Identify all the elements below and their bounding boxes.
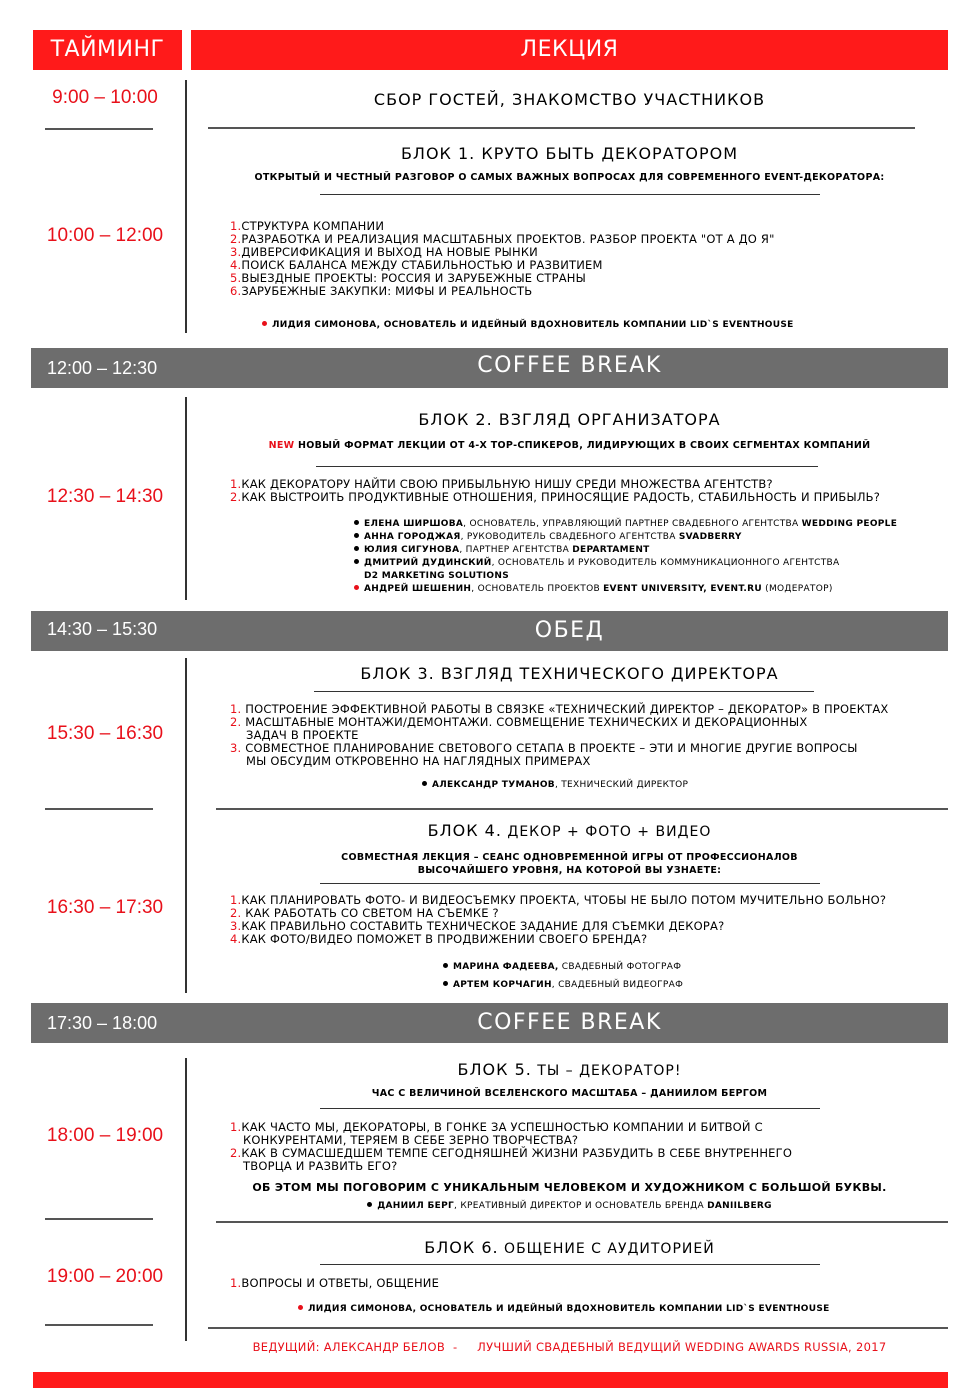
break3-time: 17:30 – 18:00 [47,1013,158,1033]
block4-time: 16:30 – 17:30 [46,897,164,918]
divider [320,194,820,195]
divider-vertical [185,658,187,993]
list-item: 2. КАК РАБОТАТЬ СО СВЕТОМ НА СЪЕМКЕ ? [230,906,499,920]
speaker-item: ЕЛЕНА ШИРШОВА, ОСНОВАТЕЛЬ, УПРАВЛЯЮЩИЙ ПАРТНЕР СВАДЕБНОГО АГЕНТСТВА WEDDING PEOPLE [354,518,954,531]
speaker-item: ЮЛИЯ СИГУНОВА, ПАРТНЕР АГЕНТСТВА DEPARTAMENT [354,544,954,557]
list-item: КОНКУРЕНТАМИ, ТЕРЯЕМ В СЕБЕ ЗЕРНО ТВОРЧЕСТВА? [243,1133,579,1147]
list-item: 5.ВЫЕЗДНЫЕ ПРОЕКТЫ: РОССИЯ И ЗАРУБЕЖНЫЕ СТРАНЫ [230,271,586,285]
block5-title: БЛОК 5. ТЫ – ДЕКОРАТОР! [457,1060,682,1079]
block5-speaker: ДАНИИЛ БЕРГ, КРЕАТИВНЫЙ ДИРЕКТОР И ОСНОВАТЕЛЬ БРЕНДА DANIILBERG [191,1200,948,1213]
block2-title: БЛОК 2. ВЗГЛЯД ОРГАНИЗАТОРА [418,410,721,429]
speaker-item: ДМИТРИЙ ДУДИНСКИЙ, ОСНОВАТЕЛЬ И РУКОВОДИТЕЛЬ КОММУНИКАЦИОННОГО АГЕНТСТВА D2 MARKETING SOLUTIONS [354,557,954,583]
list-item: ТВОРЦА И РАЗВИТЬ ЕГО? [243,1159,398,1173]
divider-vertical [185,80,187,333]
block4-list [230,894,950,946]
list-item: ЗАДАЧ В ПРОЕКТЕ [246,728,359,742]
block1-title: БЛОК 1. КРУТО БЫТЬ ДЕКОРАТОРОМ [400,144,739,163]
bullet-icon [422,781,427,786]
divider-vertical [185,397,187,600]
block3-time: 15:30 – 16:30 [46,723,164,744]
timing-header: ТАЙМИНГ [33,30,182,70]
speaker-item: МАРИНА ФАДЕЕВА, СВАДЕБНЫЙ ФОТОГРАФ [443,958,843,976]
divider [208,1327,948,1329]
list-item: 3.КАК ПРАВИЛЬНО СОСТАВИТЬ ТЕХНИЧЕСКОЕ ЗАДАНИЕ ДЛЯ СЪЕМКИ ДЕКОРА? [230,919,725,933]
block2-subtitle: NEW НОВЫЙ ФОРМАТ ЛЕКЦИИ ОТ 4-Х ТОР-СПИКЕРОВ, ЛИДИРУЮЩИХ В СВОИХ СЕГМЕНТАХ КОМПАНИЙ [268,440,871,451]
divider [45,128,153,130]
block3-list [230,703,950,768]
footer-bar [33,1372,948,1388]
speaker-item: АРТЕМ КОРЧАГИН, СВАДЕБНЫЙ ВИДЕОГРАФ [443,976,843,994]
block3-speaker: АЛЕКСАНДР ТУМАНОВ, ТЕХНИЧЕСКИЙ ДИРЕКТОР [422,779,822,792]
break1-time: 12:00 – 12:30 [47,358,158,378]
block4-title: БЛОК 4. ДЕКОР + ФОТО + ВИДЕО [427,821,712,840]
lecture-header: ЛЕКЦИЯ [191,30,948,70]
divider [316,466,818,467]
list-item: 4.КАК ФОТО/ВИДЕО ПОМОЖЕТ В ПРОДВИЖЕНИИ СВОЕГО БРЕНДА? [230,932,648,946]
slot1-title: СБОР ГОСТЕЙ, ЗНАКОМСТВО УЧАСТНИКОВ [373,90,766,109]
break2-bar [31,611,948,651]
block1-speaker: ЛИДИЯ СИМОНОВА, ОСНОВАТЕЛЬ И ИДЕЙНЫЙ ВДОХНОВИТЕЛЬ КОМПАНИИ LID`S EVENTHOUSE [262,319,862,332]
block1-time: 10:00 – 12:00 [46,225,164,246]
list-item: 1.КАК ПЛАНИРОВАТЬ ФОТО- И ВИДЕОСЪЕМКУ ПРОЕКТА, ЧТОБЫ НЕ БЫЛО ПОТОМ МУЧИТЕЛЬНО БОЛЬНО? [230,893,887,907]
break3-title: COFFEE BREAK [477,1010,662,1035]
bullet-icon [367,1202,372,1207]
break2-time: 14:30 – 15:30 [47,619,158,639]
footer-host: ВЕДУЩИЙ: АЛЕКСАНДР БЕЛОВ - ЛУЧШИЙ СВАДЕБНЫЙ ВЕДУЩИЙ WEDDING AWARDS RUSSIA, 2017 [252,1340,887,1354]
divider [45,1218,153,1220]
divider [320,1108,820,1109]
block1-subtitle: ОТКРЫТЫЙ И ЧЕСТНЫЙ РАЗГОВОР О САМЫХ ВАЖНЫХ ВОПРОСАХ ДЛЯ СОВРЕМЕННОГО EVENT-ДЕКОРАТОРА: [254,172,885,183]
block6-list [230,1277,950,1290]
bullet-icon [262,321,267,326]
bullet-icon [443,963,448,968]
break1-title: COFFEE BREAK [477,353,662,378]
list-item: 3.ДИВЕРСИФИКАЦИЯ И ВЫХОД НА НОВЫЕ РЫНКИ [230,245,538,259]
divider [45,1324,153,1326]
list-item: 4.ПОИСК БАЛАНСА МЕЖДУ СТАБИЛЬНОСТЬЮ И РАЗВИТИЕМ [230,258,603,272]
block2-time: 12:30 – 14:30 [46,486,164,507]
divider [314,691,814,692]
block5-list [230,1121,950,1173]
bullet-icon [298,1305,303,1310]
list-item: МЫ ОБСУДИМ ОТКРОВЕННО НА НАГЛЯДНЫХ ПРИМЕРАХ [246,754,591,768]
divider [216,1221,948,1223]
list-item: 1.КАК ЧАСТО МЫ, ДЕКОРАТОРЫ, В ГОНКЕ ЗА УСПЕШНОСТЬЮ КОМПАНИИ И БИТВОЙ С [230,1120,763,1134]
block3-title: БЛОК 3. ВЗГЛЯД ТЕХНИЧЕСКОГО ДИРЕКТОРА [360,664,779,683]
break3-bar [31,1003,948,1043]
list-item: 2.РАЗРАБОТКА И РЕАЛИЗАЦИЯ МАСШТАБНЫХ ПРОЕКТОВ. РАЗБОР ПРОЕКТА "ОТ А ДО Я" [230,232,775,246]
block6-time: 19:00 – 20:00 [46,1266,164,1287]
bullet-icon [443,981,448,986]
list-item: 6.ЗАРУБЕЖНЫЕ ЗАКУПКИ: МИФЫ И РЕАЛЬНОСТЬ [230,284,533,298]
bullet-icon [354,585,359,590]
list-item: 3. СОВМЕСТНОЕ ПЛАНИРОВАНИЕ СВЕТОВОГО СЕТАПА В ПРОЕКТЕ – ЭТИ И МНОГИЕ ДРУГИЕ ВОПРОСЫ [230,741,858,755]
block6-speaker: ЛИДИЯ СИМОНОВА, ОСНОВАТЕЛЬ И ИДЕЙНЫЙ ВДОХНОВИТЕЛЬ КОМПАНИИ LID`S EVENTHOUSE [298,1303,898,1316]
block4-speakers [443,958,843,994]
block5-subtitle: ЧАС С ВЕЛИЧИНОЙ ВСЕЛЕНСКОГО МАСШТАБА – ДАНИИЛОМ БЕРГОМ [371,1088,768,1099]
block6-title: БЛОК 6. ОБЩЕНИЕ С АУДИТОРИЕЙ [424,1238,715,1257]
divider [216,808,948,810]
divider [320,1264,820,1265]
list-item: 2.КАК ВЫСТРОИТЬ ПРОДУКТИВНЫЕ ОТНОШЕНИЯ, ПРИНОСЯЩИЕ РАДОСТЬ, СТАБИЛЬНОСТЬ И ПРИБЫЛЬ? [230,490,881,504]
block5-note: ОБ ЭТОМ МЫ ПОГОВОРИМ С УНИКАЛЬНЫМ ЧЕЛОВЕКОМ И ХУДОЖНИКОМ С БОЛЬШОЙ БУКВЫ. [252,1181,887,1194]
list-item: 1.КАК ДЕКОРАТОРУ НАЙТИ СВОЮ ПРИБЫЛЬНУЮ НИШУ СРЕДИ МНОЖЕСТВА АГЕНТСТВ? [230,477,773,491]
speaker-item: АННА ГОРОДЖАЯ, РУКОВОДИТЕЛЬ СВАДЕБНОГО АГЕНТСТВА SVADBERRY [354,531,954,544]
block1-list [230,220,930,298]
list-item: 1.ВОПРОСЫ И ОТВЕТЫ, ОБЩЕНИЕ [230,1276,440,1290]
list-item: 2. МАСШТАБНЫЕ МОНТАЖИ/ДЕМОНТАЖИ. СОВМЕЩЕНИЕ ТЕХНИЧЕСКИХ И ДЕКОРАЦИОННЫХ [230,715,808,729]
block5-time: 18:00 – 19:00 [46,1125,164,1146]
divider [45,808,153,810]
block2-list [230,478,950,504]
bullet-icon [354,559,359,564]
speaker-item: АНДРЕЙ ШЕШЕНИН, ОСНОВАТЕЛЬ ПРОЕКТОВ EVENT UNIVERSITY, EVENT.RU (МОДЕРАТОР) [354,583,954,596]
bullet-icon [354,546,359,551]
slot1-time: 9:00 – 10:00 [52,87,158,108]
list-item: 1. ПОСТРОЕНИЕ ЭФФЕКТИВНОЙ РАБОТЫ В СВЯЗКЕ «ТЕХНИЧЕСКИЙ ДИРЕКТОР – ДЕКОРАТОР» В ПРОЕКТАХ [230,702,889,716]
bullet-icon [354,533,359,538]
bullet-icon [354,520,359,525]
break2-title: ОБЕД [534,618,605,643]
divider [208,127,915,129]
block2-speakers [354,518,954,596]
list-item: 2.КАК В СУМАСШЕДШЕМ ТЕМПЕ СЕГОДНЯШНЕЙ ЖИЗНИ РАЗБУДИТЬ В СЕБЕ ВНУТРЕННЕГО [230,1146,793,1160]
break1-bar [31,348,948,388]
divider-vertical [185,1058,187,1341]
block4-subtitle: СОВМЕСТНАЯ ЛЕКЦИЯ – СЕАНС ОДНОВРЕМЕННОЙ ИГРЫ ОТ ПРОФЕССИОНАЛОВ ВЫСОЧАЙШЕГО УРОВНЯ, НА КОТОРОЙ ВЫ УЗНАЕТЕ: [341,852,798,876]
list-item: 1.СТРУКТУРА КОМПАНИИ [230,219,385,233]
divider [320,883,820,884]
